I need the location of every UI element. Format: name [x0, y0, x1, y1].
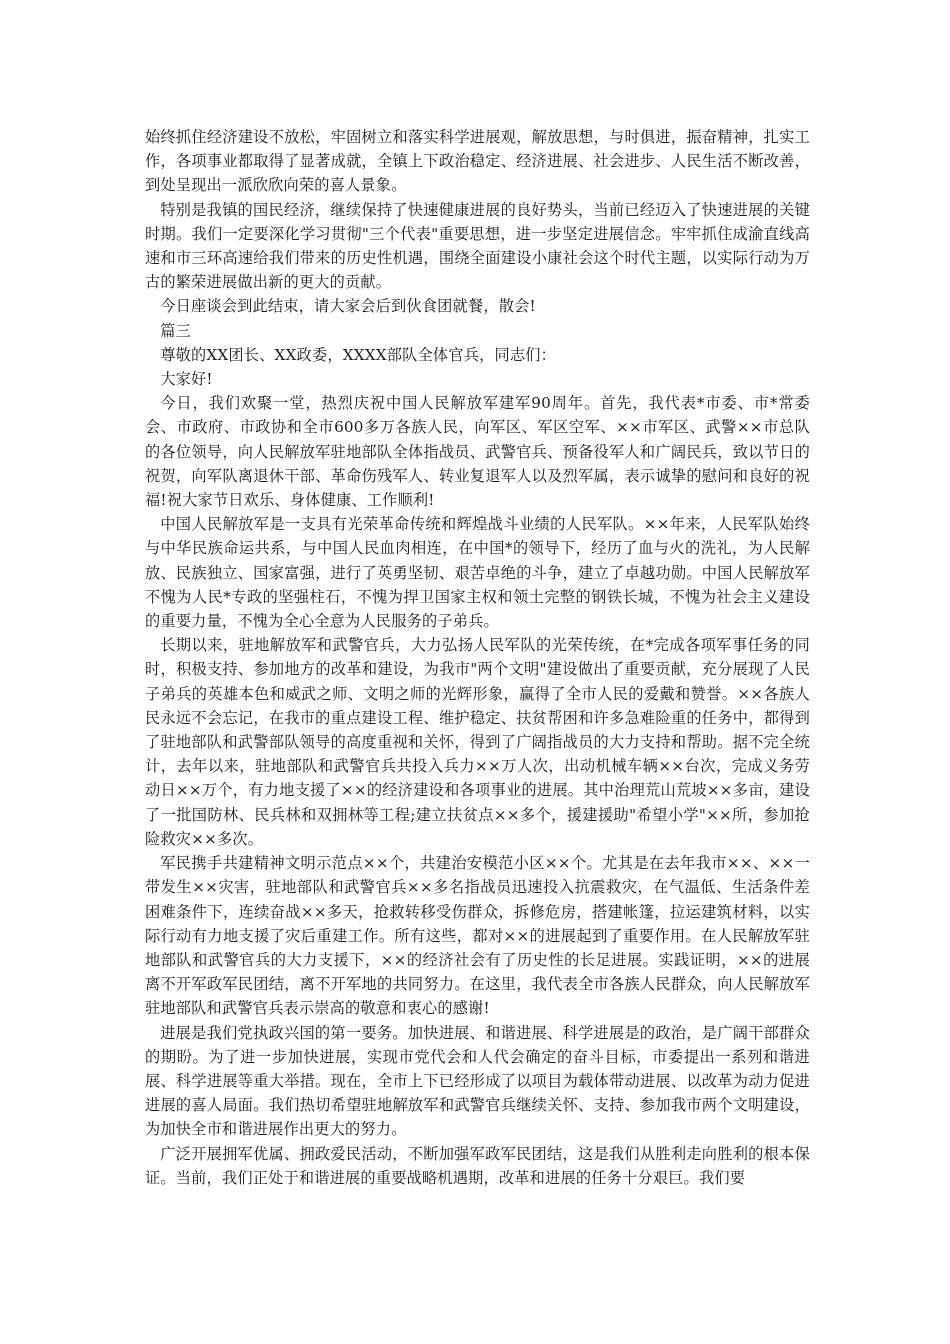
- greeting: 大家好!: [160, 370, 213, 389]
- paragraph-closing: 今日座谈会到此结束，请大家会后到伙食团就餐，散会!: [160, 297, 536, 316]
- paragraph-celebration: 今日，我们欢聚一堂，热烈庆祝中国人民解放军建军90周年。首先，我代表*市委、市*常委会、市政府、市政协和全市600多万各族人民，向军区、军区空军、××市军区、武警××市总队的各位领导，向人民解放军驻地部队全体指战员、武警官兵、预备役军人和广阔民兵，致以节日的祝贺，向军队离退休干部、革命伤残军人、转业复退军人以及烈军属，表示诚挚的慰问和良好的祝福!祝大家节日欢乐、身体健康、工作顺利!: [145, 394, 810, 510]
- document-body: [145, 125, 810, 1190]
- section-heading: 篇三: [160, 321, 191, 340]
- paragraph-pla-history: 中国人民解放军是一支具有光荣革命传统和辉煌战斗业绩的人民军队。××年来，人民军队始终与中华民族命运共系，与中国人民血肉相连，在中国*的领导下，经历了血与火的洗礼，为人民解放、民族独立、国家富强，进行了英勇坚韧、艰苦卓绝的斗争，建立了卓越功勋。中国人民解放军不愧为人民*专政的坚强柱石，不愧为捍卫国家主权和领土完整的钢铁长城，不愧为社会主义建设的重要力量，不愧为全心全意为人民服务的子弟兵。: [145, 515, 810, 631]
- paragraph-disaster-relief: 军民携手共建精神文明示范点××个，共建治安模范小区××个。尤其是在去年我市××、××一带发生××灾害，驻地部队和武警官兵××多名指战员迅速投入抗震救灾，在气温低、生活条件差困难条件下，连续奋战××多天，抢救转移受伤群众，拆修危房，搭建帐篷，拉运建筑材料，以实际行动有力地支援了灾后重建工作。所有这些，都对××的进展起到了重要作用。在人民解放军驻地部队和武警官兵的大力支援下，××的经济社会有了历史性的长足进展。实践证明，××的进展离不开军政军民团结，离不开军地的共同努力。在这里，我代表全市各族人民群众，向人民解放军驻地部队和武警官兵表示崇高的敬意和衷心的感谢!: [145, 854, 810, 1018]
- paragraph-development: 进展是我们党执政兴国的第一要务。加快进展、和谐进展、科学进展是的政治，是广阔干部群众的期盼。为了进一步加快进展，实现市党代会和人代会确定的奋斗目标，市委提出一系列和谐进展、科学进展等重大举措。现在，全市上下已经形成了以项目为载体带动进展、以改革为动力促进进展的喜人局面。我们热切希望驻地解放军和武警官兵继续关怀、支持、参加我市两个文明建设，为加快全市和谐进展作出更大的努力。: [145, 1023, 810, 1139]
- paragraph-continuation: 始终抓住经济建设不放松，牢固树立和落实科学进展观，解放思想，与时俱进，振奋精神，扎实工作，各项事业都取得了显著成就，全镇上下政治稳定、经济进展、社会进步、人民生活不断改善，到处呈现出一派欣欣向荣的喜人景象。: [145, 128, 810, 195]
- paragraph-unity: 广泛开展拥军优属、拥政爱民活动，不断加强军政军民团结，这是我们从胜利走向胜利的根本保证。当前，我们正处于和谐进展的重要战略机遇期，改革和进展的任务十分艰巨。我们要: [145, 1144, 810, 1187]
- paragraph-local-support: 长期以来，驻地解放军和武警官兵，大力弘扬人民军队的光荣传统，在*完成各项军事任务的同时，积极支持、参加地方的改革和建设，为我市"两个文明"建设做出了重要贡献，充分展现了人民子弟兵的英雄本色和威武之师、文明之师的光辉形象，赢得了全市人民的爱戴和赞誉。××各族人民永远不会忘记，在我市的重点建设工程、维护稳定、扶贫帮困和许多急难险重的任务中，都得到了驻地部队和武警部队领导的高度重视和关怀，得到了广阔指战员的大力支持和帮助。据不完全统计，去年以来，驻地部队和武警官兵共投入兵力××万人次，出动机械车辆××台次，完成义务劳动日××万个，有力地支援了××的经济建设和各项事业的进展。其中治理荒山荒坡××多亩，建设了一批国防林、民兵林和双拥林等工程;建立扶贫点××多个，援建援助"希望小学"××所，参加抢险救灾××多次。: [145, 636, 810, 848]
- salutation: 尊敬的XX团长、XX政委，XXXX部队全体官兵，同志们：: [160, 345, 557, 364]
- paragraph-economy: 特别是我镇的国民经济，继续保持了快速健康进展的良好势头，当前已经迈入了快速进展的关键时期。我们一定要深化学习贯彻"三个代表"重要思想，进一步坚定进展信念。牢牢抓住成渝直线高速和市三环高速给我们带来的历史性机遇，围绕全面建设小康社会这个时代主题，以实际行动为万古的繁荣进展做出新的更大的贡献。: [145, 200, 810, 292]
